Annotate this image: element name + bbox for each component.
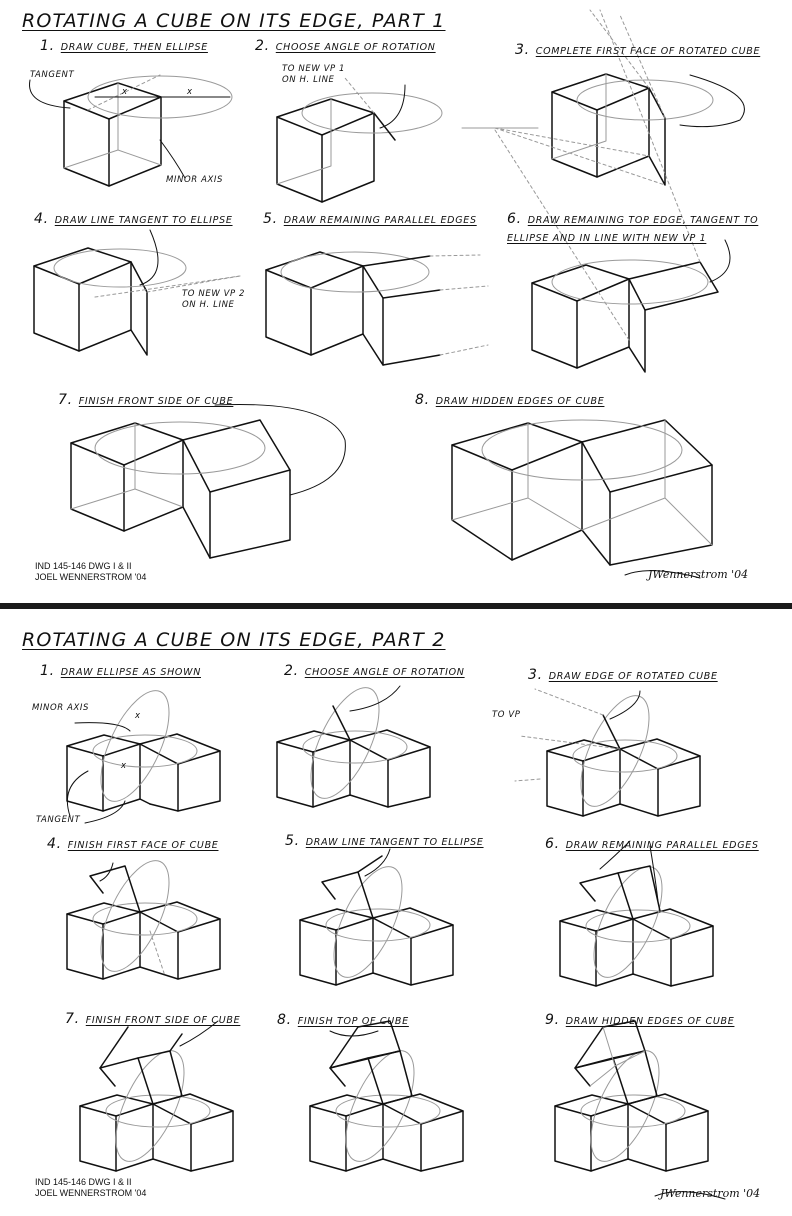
p1-step-3-num: 3. — [515, 42, 530, 58]
p2-step-4 — [47, 836, 218, 852]
p2-note-minor-axis: MINOR AXIS — [32, 703, 90, 713]
p2-step-4-label: FINISH FIRST FACE OF CUBE — [67, 840, 219, 851]
p1-note-tangent: TANGENT — [30, 70, 75, 80]
p2-step-8-label: FINISH TOP OF CUBE — [297, 1016, 409, 1027]
p1-step-4-num: 4. — [34, 211, 49, 227]
p1-note-x2: x — [187, 87, 193, 97]
sheet-divider — [0, 603, 792, 609]
p2-fig1-cubes — [67, 681, 220, 823]
p1-fig6-cube — [495, 10, 730, 372]
p1-note-minor-axis: MINOR AXIS — [166, 175, 224, 185]
p2-fig6-cubes — [560, 841, 713, 987]
p2-step-5-num: 5. — [285, 833, 300, 849]
p1-fig8-cube — [452, 420, 712, 578]
p1-step-1 — [40, 38, 208, 54]
part1-sheet — [0, 0, 792, 605]
p2-signature: JWennerstrom '04 — [660, 1187, 761, 1200]
p1-step-8-label: DRAW HIDDEN EDGES OF CUBE — [435, 396, 605, 407]
p2-step-2-num: 2. — [284, 663, 299, 679]
p2-fig7-cubes — [80, 1021, 233, 1171]
p1-note-vp2-line1: TO NEW VP 2 — [182, 289, 246, 299]
p2-step-2 — [284, 663, 465, 679]
p2-step-8 — [277, 1012, 409, 1028]
p1-note-vp1-line1: TO NEW VP 1 — [282, 64, 346, 74]
p2-step-8-num: 8. — [277, 1012, 292, 1028]
p2-fig8-cubes — [310, 1021, 463, 1171]
p1-step-2-label: CHOOSE ANGLE OF ROTATION — [275, 42, 436, 53]
p1-step-7 — [58, 392, 233, 408]
p1-credit-line2: JOEL WENNERSTROM '04 — [35, 572, 147, 582]
p2-step-7-label: FINISH FRONT SIDE OF CUBE — [85, 1015, 241, 1026]
p2-step-3-label: DRAW EDGE OF ROTATED CUBE — [548, 671, 718, 682]
p1-note-vp1-line2: ON H. LINE — [282, 75, 335, 85]
p2-note-to-vp: TO VP — [492, 710, 521, 720]
p1-step-6-label-line2: ELLIPSE AND IN LINE WITH NEW VP 1 — [507, 233, 707, 244]
part1-title: ROTATING A CUBE ON ITS EDGE, PART 1 — [22, 10, 446, 32]
p2-step-6 — [545, 836, 759, 852]
p1-step-1-num: 1. — [40, 38, 55, 54]
p2-fig2-cubes — [277, 678, 430, 808]
p2-fig4-cubes — [67, 851, 220, 981]
p1-credit-line1: IND 145-146 DWG I & II — [35, 561, 132, 571]
p1-step-4 — [34, 211, 233, 227]
part2-title: ROTATING A CUBE ON ITS EDGE, PART 2 — [22, 629, 446, 651]
p1-step-5-label: DRAW REMAINING PARALLEL EDGES — [283, 215, 477, 226]
p1-step-5-num: 5. — [263, 211, 278, 227]
p2-step-5-label: DRAW LINE TANGENT TO ELLIPSE — [305, 837, 484, 848]
p2-step-1-num: 1. — [40, 663, 55, 679]
p2-note-tangent: TANGENT — [36, 815, 81, 825]
p1-signature: JWennerstrom '04 — [648, 568, 749, 581]
p2-credit-line1: IND 145-146 DWG I & II — [35, 1177, 132, 1187]
p1-step-8-num: 8. — [415, 392, 430, 408]
p1-step-6-label: DRAW REMAINING TOP EDGE, TANGENT TO — [527, 215, 759, 226]
p2-step-4-num: 4. — [47, 836, 62, 852]
p1-step-7-num: 7. — [58, 392, 73, 408]
p1-note-vp2-line2: ON H. LINE — [182, 300, 235, 310]
p1-step-2 — [255, 38, 436, 54]
part1-drawings — [0, 0, 792, 605]
p2-step-7 — [65, 1011, 240, 1027]
p2-step-3-num: 3. — [528, 667, 543, 683]
p1-fig5-cube — [266, 252, 488, 365]
p2-fig9-cubes — [555, 1021, 725, 1199]
p2-fig3-cubes — [515, 686, 700, 816]
p2-fig5-cubes — [300, 849, 453, 987]
p2-step-3 — [528, 667, 718, 683]
part2-drawings — [0, 611, 792, 1216]
p1-step-7-label: FINISH FRONT SIDE OF CUBE — [78, 396, 234, 407]
p1-fig1-cube — [30, 75, 233, 186]
p1-step-4-label: DRAW LINE TANGENT TO ELLIPSE — [54, 215, 233, 226]
p1-step-6 — [507, 211, 758, 227]
p2-step-2-label: CHOOSE ANGLE OF ROTATION — [304, 667, 465, 678]
p2-step-5 — [285, 833, 484, 849]
p2-step-6-num: 6. — [545, 836, 560, 852]
part2-sheet — [0, 611, 792, 1216]
p1-step-8 — [415, 392, 604, 408]
p1-fig7-cube — [71, 404, 345, 558]
p2-step-9-num: 9. — [545, 1012, 560, 1028]
p2-note-x2: x — [121, 761, 127, 771]
p2-step-9 — [545, 1012, 734, 1028]
p1-step-2-num: 2. — [255, 38, 270, 54]
p2-step-6-label: DRAW REMAINING PARALLEL EDGES — [565, 840, 759, 851]
p2-step-9-label: DRAW HIDDEN EDGES OF CUBE — [565, 1016, 735, 1027]
p2-step-7-num: 7. — [65, 1011, 80, 1027]
p1-note-x1: x — [122, 87, 128, 97]
p2-note-x1: x — [135, 711, 141, 721]
p2-step-1 — [40, 663, 201, 679]
p2-credit — [35, 1177, 146, 1199]
p1-fig3-cube — [462, 10, 744, 185]
p1-step-3-label: COMPLETE FIRST FACE OF ROTATED CUBE — [535, 46, 761, 57]
p1-step-1-label: DRAW CUBE, THEN ELLIPSE — [60, 42, 208, 53]
p1-step-5 — [263, 211, 477, 227]
p1-step-3 — [515, 42, 760, 58]
p2-credit-line2: JOEL WENNERSTROM '04 — [35, 1188, 147, 1198]
p1-step-6-num: 6. — [507, 211, 522, 227]
p2-step-1-label: DRAW ELLIPSE AS SHOWN — [60, 667, 201, 678]
p1-credit — [35, 561, 146, 583]
p1-fig2-cube — [277, 78, 442, 202]
